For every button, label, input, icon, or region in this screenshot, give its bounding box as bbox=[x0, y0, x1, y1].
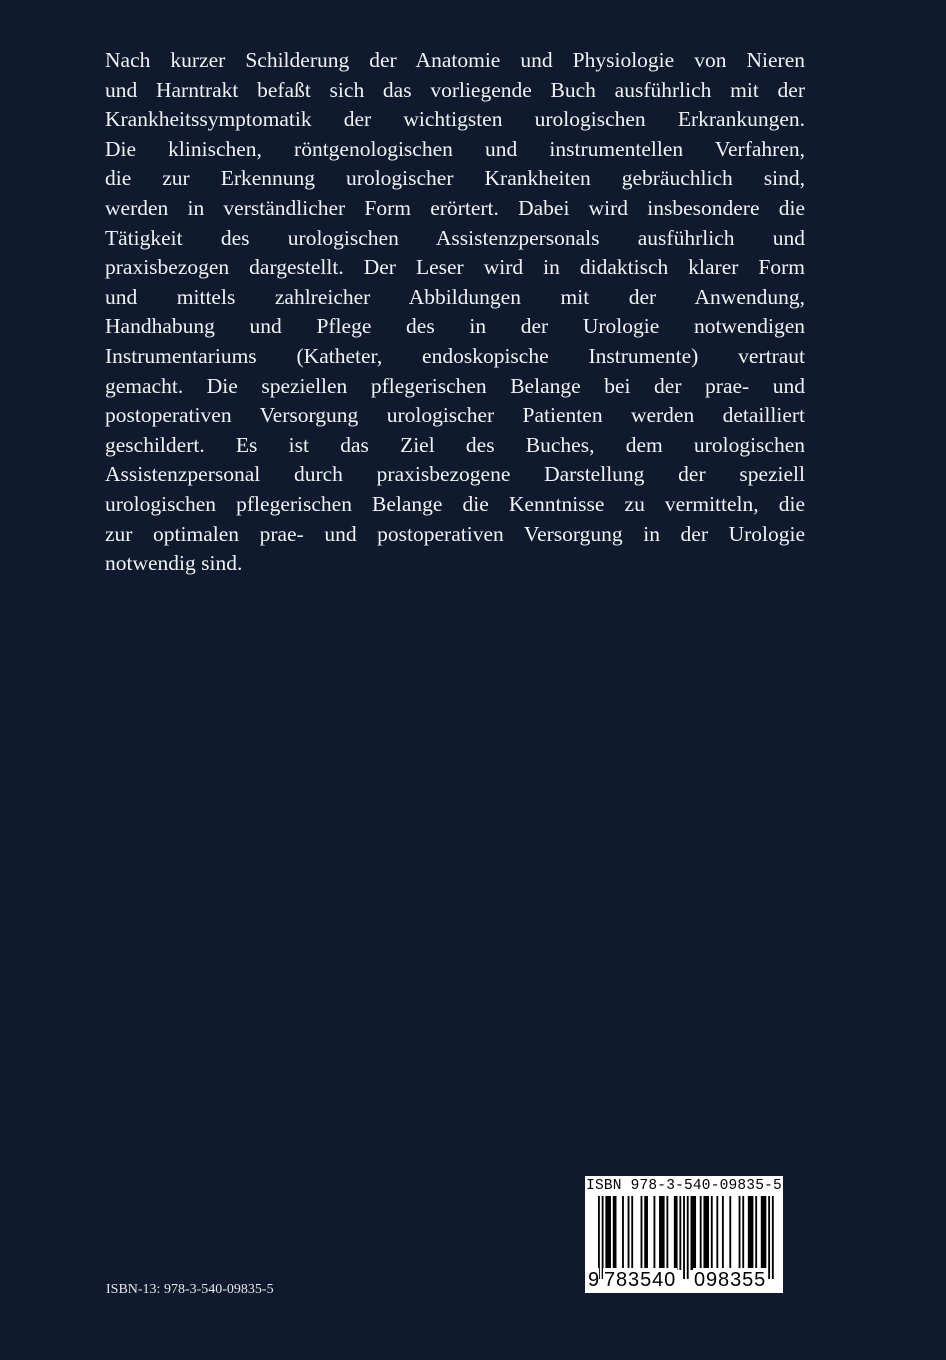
blurb-line: Instrumentariums (Katheter, endoskopische Instrumente) vertraut bbox=[105, 343, 805, 368]
barcode-bar bbox=[739, 1196, 741, 1270]
blurb-line: Krankheitssymptomatik der wichtigsten urologischen Erkrankungen. bbox=[105, 107, 805, 132]
barcode-bar bbox=[691, 1196, 697, 1270]
barcode-bar bbox=[703, 1196, 709, 1270]
blurb-line: geschildert. Es ist das Ziel des Buches, dem urologischen bbox=[105, 432, 805, 457]
barcode-bar bbox=[598, 1196, 600, 1279]
barcode-bar bbox=[605, 1196, 611, 1270]
barcode-bar bbox=[631, 1196, 633, 1270]
isbn13-label: ISBN-13: 978-3-540-09835-5 bbox=[106, 1282, 274, 1297]
blurb-line: Handhabung und Pflege des in der Urologie notwendigen bbox=[105, 314, 805, 339]
barcode-digits-left: 783540 bbox=[604, 1269, 677, 1291]
blurb-line: gemacht. Die speziellen pflegerischen Belange bei der prae- und bbox=[105, 373, 805, 398]
barcode bbox=[585, 1176, 783, 1293]
barcode-bar bbox=[748, 1196, 754, 1270]
blurb-line: zur optimalen prae- und postoperativen Versorgung in der Urologie bbox=[105, 521, 805, 546]
blurb-line: Assistenzpersonal durch praxisbezogene Darstellung der speziell bbox=[105, 462, 805, 487]
barcode-bar bbox=[628, 1196, 630, 1270]
barcode-bar bbox=[772, 1196, 774, 1279]
barcode-bar bbox=[711, 1196, 713, 1270]
barcode-isbn-text: ISBN 978-3-540-09835-5 bbox=[586, 1178, 782, 1194]
blurb-line: die zur Erkennung urologischer Krankheiten gebräuchlich sind, bbox=[105, 166, 805, 191]
blurb-line: und mittels zahlreicher Abbildungen mit der Anwendung, bbox=[105, 284, 805, 309]
blurb-line: werden in verständlicher Form erörtert. Dabei wird insbesondere die bbox=[105, 195, 805, 220]
barcode-digits-right: 098355 bbox=[694, 1269, 767, 1291]
barcode-bar bbox=[755, 1196, 757, 1270]
barcode-bar bbox=[683, 1196, 685, 1279]
barcode-bar bbox=[654, 1196, 656, 1270]
barcode-bar bbox=[644, 1196, 648, 1270]
blurb-line: Nach kurzer Schilderung der Anatomie und Physiologie von Nieren bbox=[105, 48, 805, 72]
barcode-bar bbox=[742, 1196, 744, 1270]
barcode-digit-first: 9 bbox=[588, 1269, 600, 1291]
blurb-line: und Harntrakt befaßt sich das vorliegende Buch ausführlich mit der bbox=[105, 77, 805, 102]
barcode-bar bbox=[716, 1196, 718, 1270]
barcode-bar bbox=[622, 1196, 624, 1270]
blurb-line: urologischen pflegerischen Belange die Kenntnisse zu vermitteln, die bbox=[105, 491, 805, 516]
blurb-line: praxisbezogen dargestellt. Der Leser wird in didaktisch klarer Form bbox=[105, 255, 805, 280]
barcode-bar bbox=[679, 1196, 681, 1270]
barcode-bar bbox=[613, 1196, 617, 1270]
barcode-bar bbox=[768, 1196, 770, 1279]
barcode-bar bbox=[641, 1196, 643, 1270]
barcode-digits bbox=[585, 1268, 783, 1292]
blurb-line: postoperativen Versorgung urologischer Patienten werden detailliert bbox=[105, 403, 805, 428]
barcode-bar bbox=[674, 1196, 678, 1270]
blurb-line: Tätigkeit des urologischen Assistenzpersonals ausführlich und bbox=[105, 225, 805, 250]
barcode-bar bbox=[666, 1196, 668, 1270]
barcode-bar bbox=[700, 1196, 702, 1270]
barcode-bar bbox=[602, 1196, 604, 1279]
blurb-line: Die klinischen, röntgenologischen und instrumentellen Verfahren, bbox=[105, 136, 805, 161]
blurb-text bbox=[105, 46, 805, 579]
barcode-bar bbox=[761, 1196, 767, 1270]
barcode-bar bbox=[729, 1196, 731, 1270]
barcode-bar bbox=[722, 1196, 724, 1270]
barcode-bar bbox=[659, 1196, 665, 1270]
blurb-line: notwendig sind. bbox=[105, 551, 243, 576]
barcode-bar bbox=[687, 1196, 689, 1279]
